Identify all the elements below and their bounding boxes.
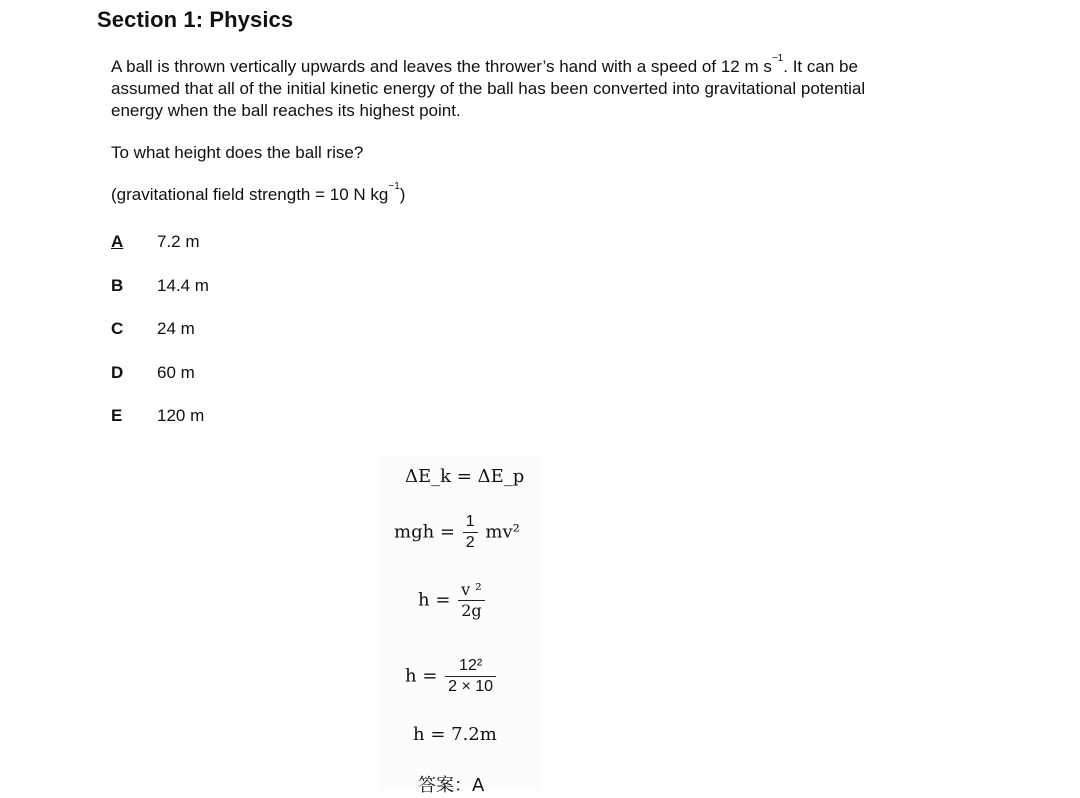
fraction-numerator: 1 xyxy=(463,512,478,533)
working-lhs: h = xyxy=(405,665,438,687)
fraction xyxy=(458,580,485,621)
option-letter: E xyxy=(111,406,123,425)
fraction-denominator: 2 × 10 xyxy=(448,678,494,695)
option-letter: C xyxy=(111,319,124,338)
fraction-denominator: 2 xyxy=(465,534,475,551)
option-letter: B xyxy=(111,276,124,295)
given-constant: (gravitational field strength = 10 N $kg^{-1}$) xyxy=(111,181,406,204)
option-letter: A xyxy=(111,232,124,251)
page-title: Section 1: Physics xyxy=(97,7,294,32)
option-text: 24 m xyxy=(157,319,195,338)
fraction-numerator: v ² xyxy=(458,580,485,601)
working-line-energy: ΔE_k = ΔE_p xyxy=(405,466,525,487)
option-text: 7.2 m xyxy=(157,232,200,251)
working-lhs: mgh = xyxy=(394,521,455,543)
working-rhs: mv² xyxy=(485,521,520,543)
question-body: A ball is thrown vertically upwards and leaves the thrower’s hand with a speed of 12 m $s^{-1}$. It can be assumed that all of the initial kinetic energy of the ball has been converted into gravitational potential energy when the ball reaches its highest point. xyxy=(111,53,866,120)
option-text: 14.4 m xyxy=(157,276,209,295)
fraction-denominator: 2g xyxy=(461,601,482,620)
fraction xyxy=(445,656,496,697)
fraction xyxy=(463,512,478,553)
question-prompt: To what height does the ball rise? xyxy=(111,143,364,162)
working-line-equation xyxy=(394,512,520,553)
option-text: 60 m xyxy=(157,363,195,382)
option-letter: D xyxy=(111,363,124,382)
working-lhs: h = xyxy=(418,589,451,611)
working-line-rearranged xyxy=(418,580,487,621)
working-line-substituted xyxy=(405,656,498,697)
working-line-result: h = 7.2m xyxy=(413,724,497,745)
answer-label: 答案：A xyxy=(418,775,485,796)
option-text: 120 m xyxy=(157,406,205,425)
fraction-numerator: 12² xyxy=(445,656,496,677)
